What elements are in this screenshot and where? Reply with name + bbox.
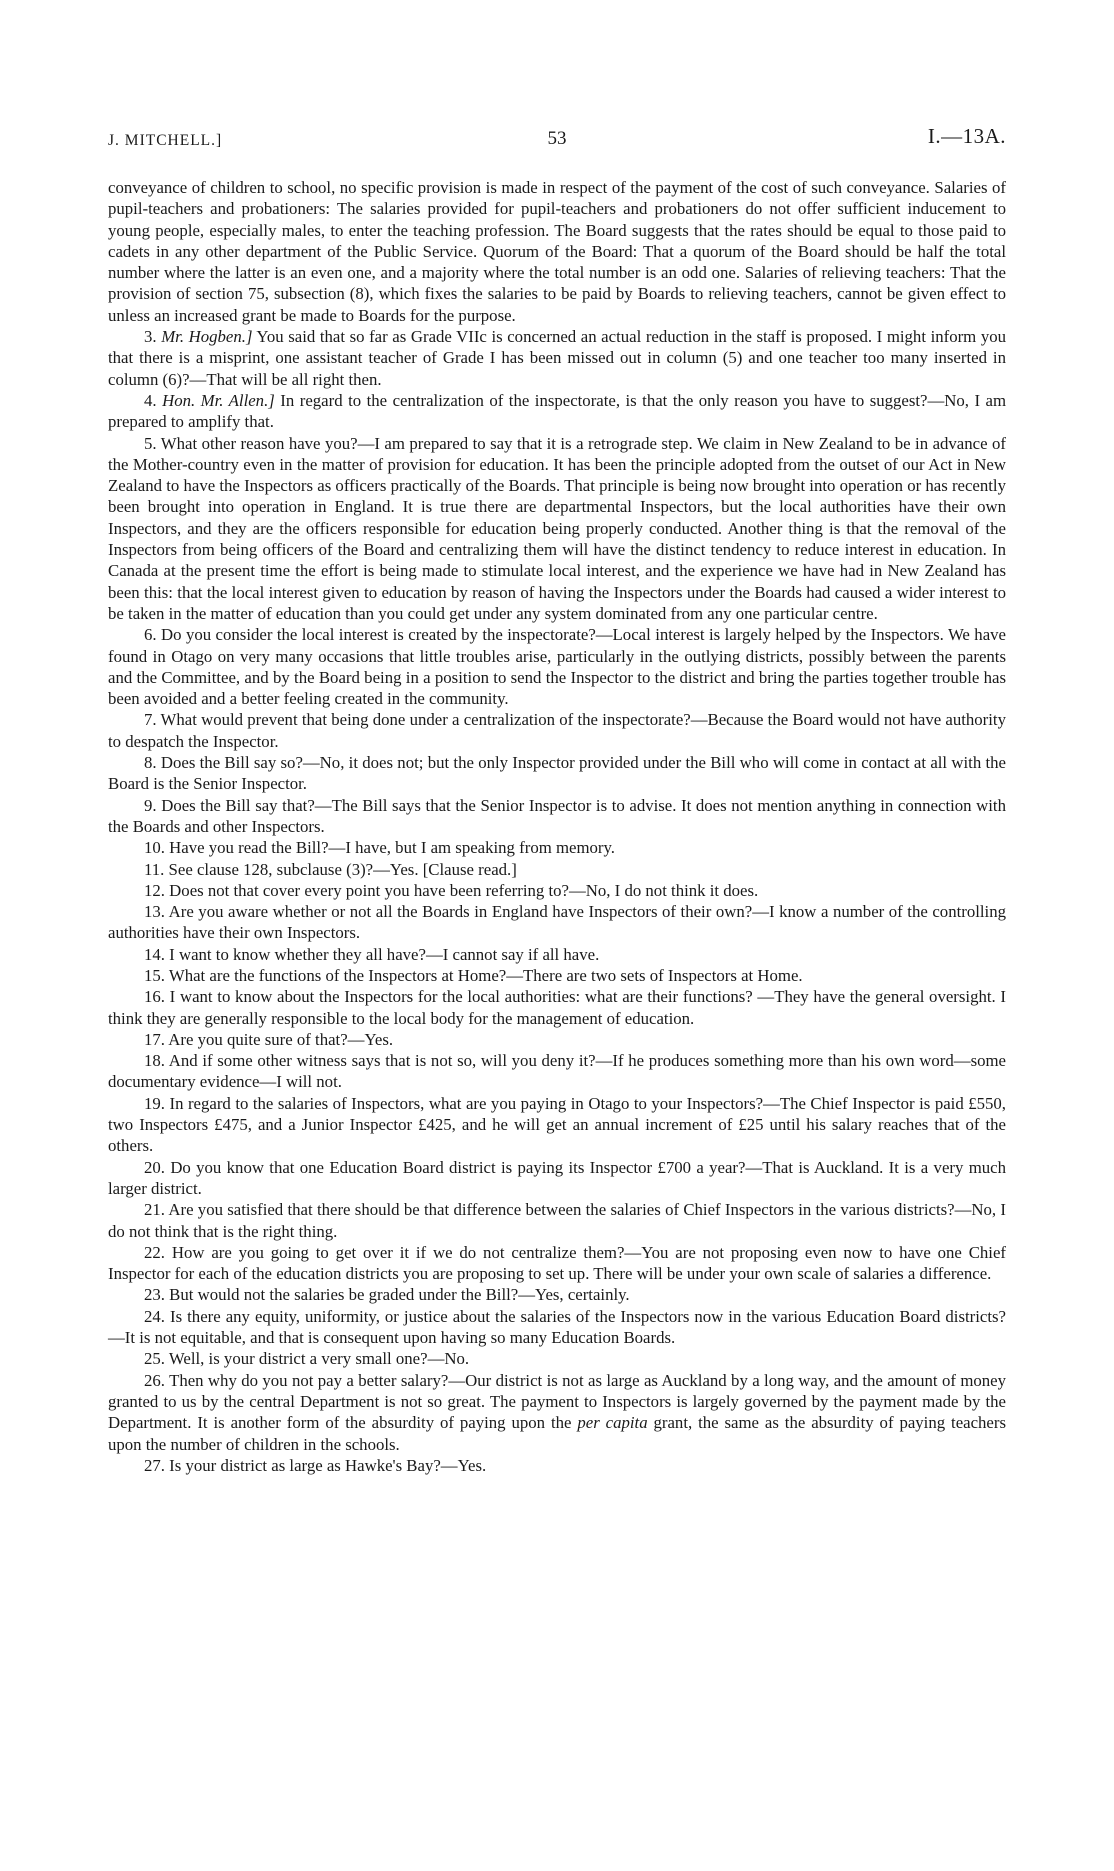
page-number: 53 [547,128,567,149]
question-number: 9. [144,795,157,815]
question-9 [108,795,1006,838]
question-4 [108,390,1006,433]
question-number: 21. [144,1200,165,1220]
question-number: 18. [144,1051,165,1071]
question-number: 19. [144,1093,165,1113]
question-number: 26. [144,1370,165,1390]
question-number: 7. [144,710,157,730]
question-number: 24. [144,1306,165,1326]
question-text: You said that so far as Grade VIIc is concerned an actual reduction in the staff is proposed. I might inform you that there is a misprint, one assistant teacher of Grade I has been missed out in column (5) and one teacher too many inserted in column (6)?—That will be all right then. [108,327,1006,389]
question-14 [108,944,1006,965]
question-text: Are you quite sure of that?—Yes. [164,1029,394,1049]
question-number: 17. [144,1029,165,1049]
speaker-name: Hon. Mr. Allen.] [162,390,275,410]
question-text: Do you consider the local interest is created by the inspectorate?—Local interest is largely helped by the Inspectors. We have found in Otago on very many occasions that little troubles arise, particularly in the outlying districts, possibly between the parents and the Committee, and by the Board being in a position to send the Inspector to the district and bring the parties together trouble has been avoided and a better feeling created in the community. [108,625,1006,709]
question-number: 14. [144,944,165,964]
question-11 [108,859,1006,880]
question-18 [108,1050,1006,1093]
header-witness-name: J. MITCHELL.] [108,132,223,149]
question-5 [108,433,1006,625]
question-25 [108,1348,1006,1369]
question-17 [108,1029,1006,1050]
question-text: Are you satisfied that there should be that difference between the salaries of Chief Inspectors in the various districts?—No, I do not think that is the right thing. [108,1200,1006,1241]
question-number: 5. [144,433,157,453]
question-3 [108,326,1006,390]
question-number: 12. [144,880,165,900]
question-15 [108,965,1006,986]
question-22 [108,1242,1006,1285]
question-text: What other reason have you?—I am prepared to say that it is a retrograde step. We claim in New Zealand to be in advance of the Mother-country even in the matter of provision for education. It has been the principle adopted from the outset of our Act in New Zealand to have the Inspectors as officers practically of the Boards. That principle is being now brought into operation or has recently been brought into operation in England. It is true there are departmental Inspectors, but the local authorities have their own Inspectors, and they are the officers responsible for education being properly conducted. Another thing is that the removal of the Inspectors from being officers of the Board and centralizing them will have the distinct tendency to reduce interest in education. In Canada at the present time the effort is being made to stimulate local interest, and the experience we have had in New Zealand has been this: that the local interest given to education by reason of having the Inspectors under the Boards had caused a wider interest to be taken in the matter of education than you could get under any system dominated from any one particular centre. [108,433,1006,623]
question-number: 22. [144,1242,165,1262]
question-text: And if some other witness says that is not so, will you deny it?—If he produces something more than his own word—some documentary evidence—I will not. [108,1051,1006,1092]
question-number: 4. [144,390,157,410]
question-text: What are the functions of the Inspectors at Home?—There are two sets of Inspectors at Home. [164,965,803,985]
question-number: 25. [144,1349,165,1369]
question-text: Does not that cover every point you have been referring to?—No, I do not think it does. [164,880,759,900]
question-text: What would prevent that being done under a centralization of the inspectorate?—Because the Board would not have authority to despatch the Inspector. [108,710,1006,751]
question-text: See clause 128, subclause (3)?—Yes. [Clause read.] [164,859,517,879]
question-26 [108,1370,1006,1455]
question-19 [108,1093,1006,1157]
question-number: 23. [144,1285,165,1305]
paragraph-text: conveyance of children to school, no specific provision is made in respect of the payment of the cost of such conveyance. Salaries of pupil-teachers and probationers: The salaries provided for pupil-teachers and probationers do not offer sufficient inducement to young people, especially males, to enter the teaching profession. The Board suggests that the rates should be equal to those paid to cadets in any other department of the Public Service. Quorum of the Board: That a quorum of the Board should be half the total number where the latter is an even one, and a majority where the total number is an odd one. Salaries of relieving teachers: That the provision of section 75, subsection (8), which fixes the salaries to be paid by Boards to relieving teachers, cannot be given effect to unless an increased grant be made to Boards for the purpose. [108,178,1006,325]
question-12 [108,880,1006,901]
question-10 [108,837,1006,858]
question-text: I want to know about the Inspectors for the local authorities: what are their functions? —They have the general oversight. I think they are generally responsible to the local body for the management of education. [108,987,1006,1028]
question-text: In regard to the salaries of Inspectors, what are you paying in Otago to your Inspectors?—The Chief Inspector is paid £550, two Inspectors £475, and a Junior Inspector £425, and he will get an annual increment of £25 until his salary reaches that of the others. [108,1093,1006,1156]
italic-term: per capita [577,1413,648,1433]
question-text: Then why do you not pay a better salary?—Our district is not as large as Auckland by a long way, and the amount of money granted to us by the central Department is not so great. The payment to Inspectors is largely governed by the payment made by the Department. It is another form of the absurdity of paying upon the [108,1370,1006,1433]
question-text: Is there any equity, uniformity, or justice about the salaries of the Inspectors now in the various Education Board districts?—It is not equitable, and that is consequent upon having so many Education Boards. [108,1306,1006,1348]
question-text: Well, is your district a very small one?—No. [164,1349,470,1369]
question-number: 6. [144,625,157,645]
question-text: Does the Bill say so?—No, it does not; but the only Inspector provided under the Bill who will come in contact at all with the Board is the Senior Inspector. [108,753,1006,794]
question-number: 11. [144,859,165,879]
question-text: Does the Bill say that?—The Bill says that the Senior Inspector is to advise. It does not mention anything in connection with the Boards and other Inspectors. [108,795,1006,836]
question-text: I want to know whether they all have?—I cannot say if all have. [164,944,600,964]
question-7 [108,709,1006,752]
question-number: 10. [144,838,165,858]
question-text: In regard to the centralization of the inspectorate, is that the only reason you have to suggest?—No, I am prepared to amplify that. [108,390,1007,432]
speaker-name: Mr. Hogben.] [161,327,253,347]
question-text: How are you going to get over it if we do not centralize them?—You are not proposing even now to have one Chief Inspector for each of the education districts you are proposing to set up. There will be under your own scale of salaries a difference. [108,1242,1006,1284]
question-16 [108,986,1006,1029]
question-23 [108,1284,1006,1305]
question-text: Are you aware whether or not all the Boards in England have Inspectors of their own?—I know a number of the controlling authorities have their own Inspectors. [108,902,1006,943]
question-number: 8. [144,753,157,773]
question-20 [108,1157,1006,1200]
question-21 [108,1199,1006,1242]
page-header [108,124,1006,158]
question-number: 27. [144,1455,165,1475]
question-13 [108,901,1006,944]
question-text: But would not the salaries be graded under the Bill?—Yes, certainly. [164,1285,630,1305]
question-text: Do you know that one Education Board district is paying its Inspector £700 a year?—That is Auckland. It is a very much larger district. [108,1157,1006,1198]
question-number: 15. [144,965,165,985]
document-reference: I.—13A. [927,124,1006,148]
question-number: 16. [144,987,165,1007]
question-24 [108,1306,1006,1349]
question-text: Is your district as large as Hawke's Bay?—Yes. [164,1455,487,1475]
question-number: 13. [144,902,165,922]
question-text: Have you read the Bill?—I have, but I am speaking from memory. [164,838,615,858]
question-6 [108,624,1006,709]
question-number: 3. [144,327,157,347]
body-text [108,177,1006,1476]
question-number: 20. [144,1157,165,1177]
question-8 [108,752,1006,795]
question-text-continued: grant, the same as the absurdity of paying teachers upon the number of children in the schools. [108,1413,1006,1454]
question-27 [108,1455,1006,1476]
paragraph-continuation [108,177,1006,326]
